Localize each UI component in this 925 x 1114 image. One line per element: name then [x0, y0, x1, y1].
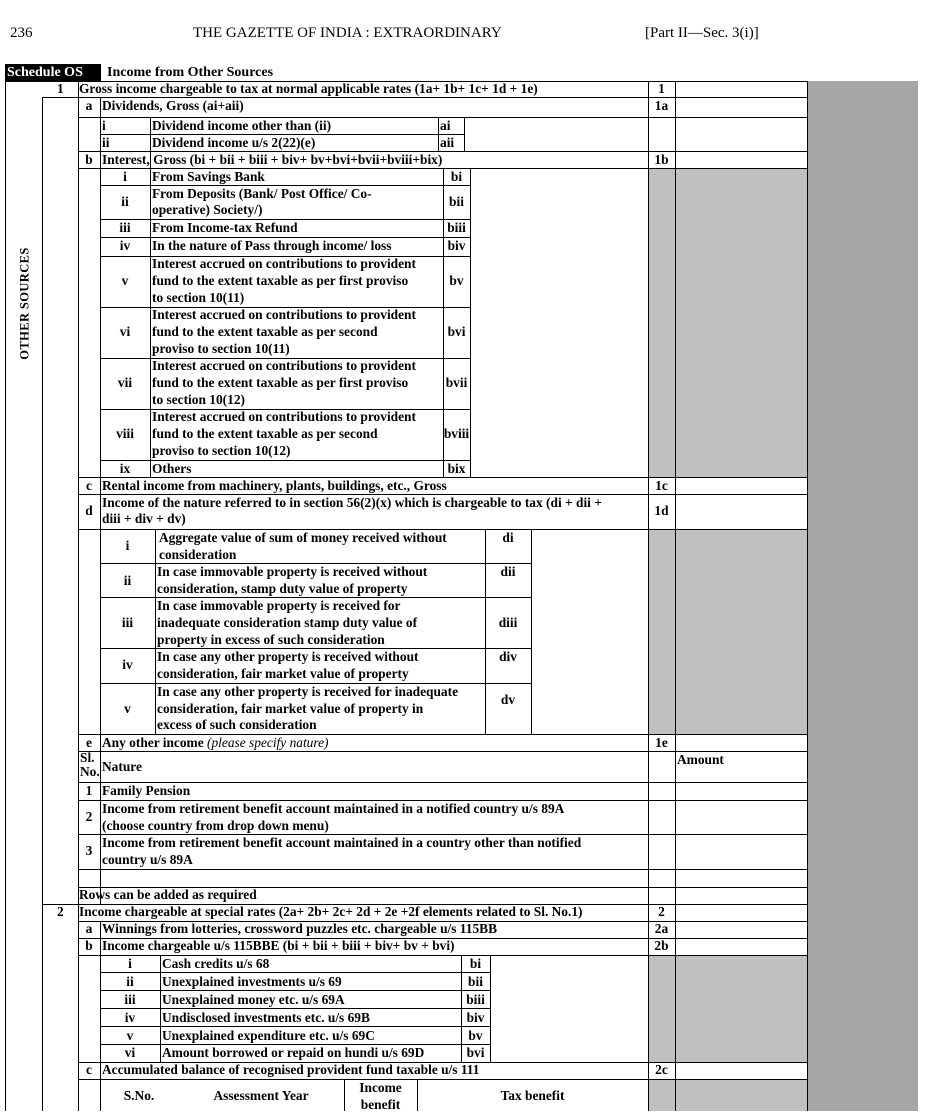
row-1b-i-code: bi — [450, 169, 463, 184]
row-1b-ii-label-line2: operative) Society/) — [152, 202, 263, 217]
row-1b-ix-label: Others — [152, 461, 192, 476]
row-1b-v-code: bv — [449, 273, 464, 288]
row-1d-label-line1: Income of the nature referred to in section 56(2)(x) which is chargeable to tax (di + dii + — [102, 495, 602, 510]
row-2b-iii-number: iii — [124, 992, 136, 1007]
shade-2c — [648, 1079, 807, 1111]
row-2-number: 2 — [57, 904, 64, 919]
row-1e-letter: e — [86, 735, 92, 750]
row-1b-i-number: i — [123, 169, 127, 184]
row-1b-i-label: From Savings Bank — [152, 169, 265, 184]
row-1e-2-label-line2: (choose country from drop down menu) — [102, 818, 329, 833]
row-1b-v-label-line3: to section 10(11) — [152, 290, 245, 305]
row-1b-letter: b — [85, 152, 93, 167]
row-1d-i-label-line2: consideration — [159, 547, 237, 562]
row-2-label: Income chargeable at special rates (2a+ 2b+ 2c+ 2d + 2e +2f elements related to Sl. No.1) — [79, 904, 583, 919]
row-1b-ix-code: bix — [447, 461, 466, 476]
row-1b-vii-label-line2: fund to the extent taxable as per first proviso — [152, 375, 409, 390]
col-s-no: S.No. — [123, 1088, 155, 1103]
row-1d-iii-label-line1: In case immovable property is received for — [157, 598, 401, 613]
col-sl-no-line1: Sl. — [80, 750, 95, 765]
row-1b-vi-label-line2: fund to the extent taxable as per second — [152, 324, 378, 339]
row-2b-iv-number: iv — [124, 1010, 136, 1025]
row-1e-3-label-line1: Income from retirement benefit account maintained in a country other than notified — [102, 835, 582, 850]
row-1d-i-label-line1: Aggregate value of sum of money received without — [159, 530, 447, 545]
row-1d-label-line2: diii + div + dv) — [102, 511, 186, 526]
row-1e-3-label-line2: country u/s 89A — [102, 852, 193, 867]
row-1d-iv-number: iv — [122, 657, 133, 672]
row-1b-vii-label-line3: to section 10(12) — [152, 392, 245, 407]
row-1b-viii-code: bviii — [443, 426, 470, 441]
row-1c-letter: c — [86, 478, 92, 493]
row-2b-code: 2b — [654, 938, 669, 953]
row-1d-iii-label-line3: property in excess of such consideration — [157, 632, 385, 647]
row-1b-vi-code: bvi — [447, 324, 466, 339]
schedule-title-bar — [5, 64, 806, 81]
row-1b-iv-number: iv — [119, 238, 131, 253]
row-1a-i-label: Dividend income other than (ii) — [152, 118, 332, 133]
shade-1d — [648, 529, 807, 734]
row-1d-v-code: dv — [500, 692, 516, 707]
row-2a-letter: a — [85, 921, 93, 936]
row-1e-1-label: Family Pension — [102, 783, 191, 798]
row-2b-vi-number: vi — [124, 1045, 136, 1060]
row-1b-ii-number: ii — [121, 194, 129, 209]
row-1b-label: Interest, Gross (bi + bii + biii + biv+ bv+bvi+bvii+bviii+bix) — [102, 152, 443, 167]
row-1e-label: Any other income (please specify nature) — [102, 735, 329, 750]
row-2b-iii-code: biii — [466, 992, 485, 1007]
row-1b-vi-label-line1: Interest accrued on contributions to provident — [152, 307, 416, 322]
schedule-title: Income from Other Sources — [107, 65, 274, 80]
schedule-code: Schedule OS — [5, 64, 101, 81]
row-1b-iii-code: biii — [447, 220, 466, 235]
row-1a-ii-code: aii — [440, 135, 455, 150]
row-2b-ii-label: Unexplained investments u/s 69 — [162, 974, 342, 989]
row-2b-ii-code: bii — [468, 974, 483, 989]
col-tax-benefit: Tax benefit — [500, 1088, 565, 1103]
row-1a-ii-number: ii — [102, 135, 110, 150]
row-2b-iii-label: Unexplained money etc. u/s 69A — [162, 992, 345, 1007]
row-1a-i-number: i — [102, 118, 106, 133]
row-1d-ii-number: ii — [123, 573, 132, 588]
row-1-number: 1 — [57, 81, 64, 96]
col-assessment-year: Assessment Year — [213, 1088, 309, 1103]
row-2b-ii-number: ii — [126, 974, 134, 989]
row-1b-vii-code: bvii — [445, 375, 468, 390]
gazette-title: THE GAZETTE OF INDIA : EXTRAORDINARY — [193, 25, 502, 41]
row-1d-iv-label-line2: consideration, fair market value of property — [157, 666, 409, 681]
row-1b-v-label-line2: fund to the extent taxable as per first proviso — [152, 273, 409, 288]
shade-2b — [648, 955, 807, 1062]
row-1e-code: 1e — [655, 735, 668, 750]
row-1d-letter: d — [85, 503, 93, 518]
row-1d-v-label-line3: excess of such consideration — [157, 717, 317, 732]
col-nature: Nature — [102, 759, 142, 774]
row-2b-vi-label: Amount borrowed or repaid on hundi u/s 69D — [162, 1045, 425, 1060]
row-2b-i-number: i — [128, 956, 132, 971]
row-1b-vi-number: vi — [119, 324, 131, 339]
row-2b-vi-code: bvi — [466, 1045, 485, 1060]
row-2b-v-number: v — [126, 1028, 134, 1043]
row-1b-viii-label-line1: Interest accrued on contributions to provident — [152, 409, 416, 424]
page-number: 236 — [10, 25, 33, 41]
row-1b-v-label-line1: Interest accrued on contributions to provident — [152, 256, 416, 271]
part-section: [Part II—Sec. 3(i)] — [645, 25, 759, 41]
row-2b-label: Income chargeable u/s 115BBE (bi + bii + biii + biv+ bv + bvi) — [102, 938, 455, 953]
row-1b-ii-code: bii — [449, 194, 464, 209]
row-1b-ii-label-line1: From Deposits (Bank/ Post Office/ Co- — [152, 186, 372, 201]
row-1d-i-number: i — [125, 538, 130, 553]
row-2b-letter: b — [85, 938, 93, 953]
row-1d-v-label-line2: consideration, fair market value of property in — [157, 701, 424, 716]
row-1b-iv-label: In the nature of Pass through income/ loss — [152, 238, 392, 253]
row-2c-letter: c — [86, 1062, 92, 1077]
shade-1b — [648, 168, 807, 477]
row-1d-ii-label-line2: consideration, stamp duty value of property — [157, 581, 408, 596]
row-1d-v-number: v — [124, 701, 131, 716]
row-1b-iv-code: biv — [447, 238, 466, 253]
row-1b-vii-label-line1: Interest accrued on contributions to provident — [152, 358, 416, 373]
row-1d-ii-label-line1: In case immovable property is received without — [157, 564, 428, 579]
row-1b-iii-label: From Income-tax Refund — [152, 220, 298, 235]
row-1e-2-number: 2 — [85, 809, 93, 824]
row-1-label: Gross income chargeable to tax at normal applicable rates (1a+ 1b+ 1c+ 1d + 1e) — [79, 81, 538, 96]
row-1d-code: 1d — [654, 503, 669, 518]
row-1e-2-label-line1: Income from retirement benefit account maintained in a notified country u/s 89A — [102, 801, 565, 816]
row-1-code: 1 — [658, 81, 665, 96]
row-1d-iii-label-line2: inadequate consideration stamp duty value of — [157, 615, 418, 630]
row-1b-iii-number: iii — [119, 220, 131, 235]
other-sources-side-label: OTHER SOURCES — [17, 247, 32, 360]
row-1d-iv-code: div — [499, 649, 517, 664]
row-1b-v-number: v — [121, 273, 129, 288]
row-2a-label: Winnings from lotteries, crossword puzzles etc. chargeable u/s 115BB — [102, 921, 498, 936]
row-1a-code: 1a — [654, 98, 669, 113]
row-1c-label: Rental income from machinery, plants, buildings, etc., Gross — [102, 478, 447, 493]
row-1d-iii-code: diii — [498, 615, 518, 630]
row-2b-v-code: bv — [468, 1028, 483, 1043]
col-income-benefit-line1: Income — [359, 1080, 402, 1095]
row-2b-v-label: Unexplained expenditure etc. u/s 69C — [162, 1028, 375, 1043]
row-1a-label: Dividends, Gross (ai+aii) — [102, 98, 244, 113]
row-1d-ii-code: dii — [500, 564, 516, 579]
row-1b-code: 1b — [654, 152, 669, 167]
row-1d-v-label-line1: In case any other property is received for inadequate — [157, 684, 459, 699]
row-1b-viii-number: viii — [116, 426, 134, 441]
row-2c-label: Accumulated balance of recognised provident fund taxable u/s 111 — [102, 1062, 480, 1077]
row-1c-code: 1c — [655, 478, 668, 493]
row-1a-ii-label: Dividend income u/s 2(22)(e) — [152, 135, 316, 150]
col-income-benefit-line2: benefit — [360, 1097, 401, 1112]
side-shade-column — [807, 81, 918, 1111]
row-1d-i-code: di — [502, 530, 514, 545]
row-1e-note: (please specify nature) — [207, 735, 329, 750]
row-1d-iii-number: iii — [121, 615, 134, 630]
row-1b-vii-number: vii — [117, 375, 133, 390]
row-2b-i-code: bi — [469, 956, 482, 971]
col-sl-no-line2: No. — [80, 764, 100, 779]
row-2a-code: 2a — [654, 921, 669, 936]
row-1e-1-number: 1 — [85, 783, 93, 798]
row-1b-ix-number: ix — [119, 461, 131, 476]
row-1a-i-code: ai — [440, 118, 451, 133]
row-1a-letter: a — [85, 98, 93, 113]
col-amount: Amount — [677, 752, 724, 767]
rows-added-note: Rows can be added as required — [79, 887, 257, 902]
row-1b-viii-label-line3: proviso to section 10(12) — [152, 443, 291, 458]
row-2b-iv-label: Undisclosed investments etc. u/s 69B — [162, 1010, 370, 1025]
row-1b-viii-label-line2: fund to the extent taxable as per second — [152, 426, 378, 441]
row-1b-vi-label-line3: proviso to section 10(11) — [152, 341, 290, 356]
row-2b-i-label: Cash credits u/s 68 — [162, 956, 270, 971]
row-1d-iv-label-line1: In case any other property is received without — [157, 649, 419, 664]
row-2c-code: 2c — [655, 1062, 668, 1077]
row-2b-iv-code: biv — [466, 1010, 485, 1025]
row-2-code: 2 — [658, 904, 665, 919]
row-1e-3-number: 3 — [85, 843, 93, 858]
